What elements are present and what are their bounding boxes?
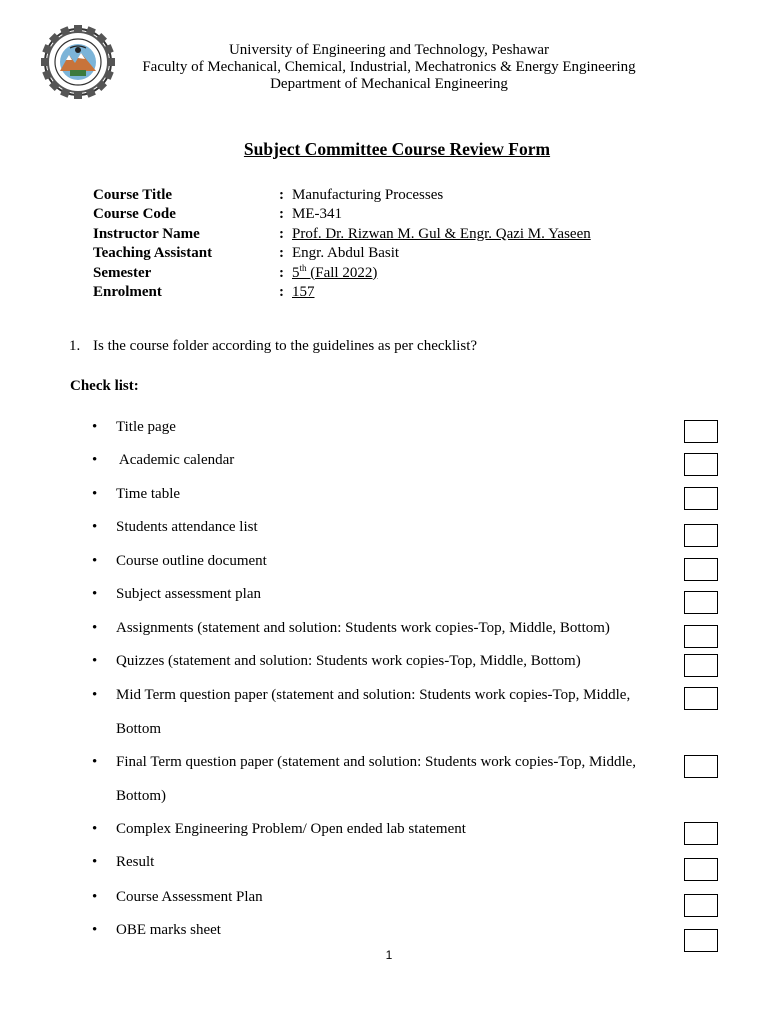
- bullet: •: [92, 586, 98, 602]
- semester-colon: :: [279, 264, 284, 281]
- course-title-colon: :: [279, 187, 284, 203]
- course-title-label: Course Title: [93, 187, 173, 203]
- checklist-item-label: Time table: [116, 486, 181, 502]
- checklist-item-label: Academic calendar: [116, 452, 235, 468]
- teaching-assistant-label: Teaching Assistant: [93, 245, 213, 262]
- course-code-value: ME-341: [292, 206, 342, 223]
- bullet: •: [92, 889, 98, 905]
- checklist-item-label: Mid Term question paper (statement and solution: Students work copies-Top, Middle,: [116, 687, 631, 703]
- checklist-item-label: Subject assessment plan: [116, 586, 261, 602]
- semester-number: 5: [292, 264, 300, 281]
- checklist-item-label: Final Term question paper (statement and solution: Students work copies-Top, Middle,: [116, 754, 637, 770]
- bullet: •: [92, 553, 98, 569]
- instructor-value: Prof. Dr. Rizwan M. Gul & Engr. Qazi M. Yaseen: [292, 225, 591, 242]
- enrolment-colon: :: [279, 283, 284, 300]
- checklist-item-label: Course outline document: [116, 553, 267, 569]
- question-number: 1.: [69, 338, 81, 354]
- bullet: •: [92, 452, 98, 468]
- bullet: •: [92, 854, 98, 870]
- university-name: University of Engineering and Technology, Peshawar: [228, 42, 550, 58]
- enrolment-value: 157: [292, 283, 315, 300]
- question-1: [69, 338, 477, 355]
- checkbox-time-table[interactable]: [684, 487, 718, 510]
- instructor-label: Instructor Name: [93, 225, 200, 242]
- checkbox-complex-engineering-problem[interactable]: [684, 822, 718, 845]
- checkbox-assessment-plan[interactable]: [684, 591, 718, 614]
- teaching-assistant-value: Engr. Abdul Basit: [292, 245, 400, 262]
- bullet: •: [92, 653, 98, 669]
- checklist-item-label: Complex Engineering Problem/ Open ended lab statement: [116, 821, 466, 837]
- bullet: •: [92, 486, 98, 502]
- department-name: Department of Mechanical Engineering: [270, 76, 508, 92]
- checklist-heading: Check list:: [70, 378, 139, 394]
- bullet: •: [92, 922, 98, 938]
- checklist-item-label: Assignments (statement and solution: Students work copies-Top, Middle, Bottom): [116, 620, 610, 636]
- checkbox-result[interactable]: [684, 858, 718, 881]
- bullet: •: [92, 519, 98, 535]
- instructor-colon: :: [279, 225, 284, 242]
- checkbox-assignments[interactable]: [684, 625, 718, 648]
- checklist-item-label-continued: Bottom: [116, 721, 162, 737]
- checklist-item-label: Quizzes (statement and solution: Students work copies-Top, Middle, Bottom): [116, 653, 581, 669]
- checkbox-attendance-list[interactable]: [684, 524, 718, 547]
- checkbox-title-page[interactable]: [684, 420, 718, 443]
- checkbox-final-term[interactable]: [684, 755, 718, 778]
- bullet: •: [92, 419, 98, 435]
- bullet: •: [92, 620, 98, 636]
- gear-emblem: [41, 25, 115, 99]
- bullet: •: [92, 821, 98, 837]
- letterhead: [120, 42, 658, 93]
- checkbox-quizzes[interactable]: [684, 654, 718, 677]
- checklist-item-label: OBE marks sheet: [116, 922, 221, 938]
- checklist-item-label: Course Assessment Plan: [116, 889, 263, 905]
- semester-term: (Fall 2022): [306, 264, 378, 281]
- checklist-item-label-continued: Bottom): [116, 788, 167, 804]
- checkbox-mid-term[interactable]: [684, 687, 718, 710]
- checklist-item-label: Title page: [116, 419, 176, 435]
- semester-value: [292, 264, 377, 283]
- course-title-value: Manufacturing Processes: [292, 187, 444, 203]
- course-code-colon: :: [279, 206, 284, 223]
- checklist-item-label: Students attendance list: [116, 519, 258, 535]
- bullet: •: [92, 754, 98, 770]
- question-text: Is the course folder according to the guidelines as per checklist?: [93, 338, 478, 354]
- bullet: •: [92, 687, 98, 703]
- form-title: Subject Committee Course Review Form: [243, 139, 551, 159]
- university-logo: [36, 23, 120, 101]
- enrolment-label: Enrolment: [93, 283, 162, 300]
- page-number: 1: [385, 948, 393, 962]
- course-code-label: Course Code: [93, 206, 176, 223]
- checkbox-academic-calendar[interactable]: [684, 453, 718, 476]
- semester-ordinal: th: [299, 262, 307, 273]
- faculty-name: Faculty of Mechanical, Chemical, Industrial, Mechatronics & Energy Engineering: [142, 59, 636, 75]
- semester-label: Semester: [93, 264, 152, 281]
- checklist-item-label: Result: [116, 854, 155, 870]
- checkbox-course-outline[interactable]: [684, 558, 718, 581]
- checkbox-course-assessment-plan[interactable]: [684, 894, 718, 917]
- teaching-assistant-colon: :: [279, 245, 284, 262]
